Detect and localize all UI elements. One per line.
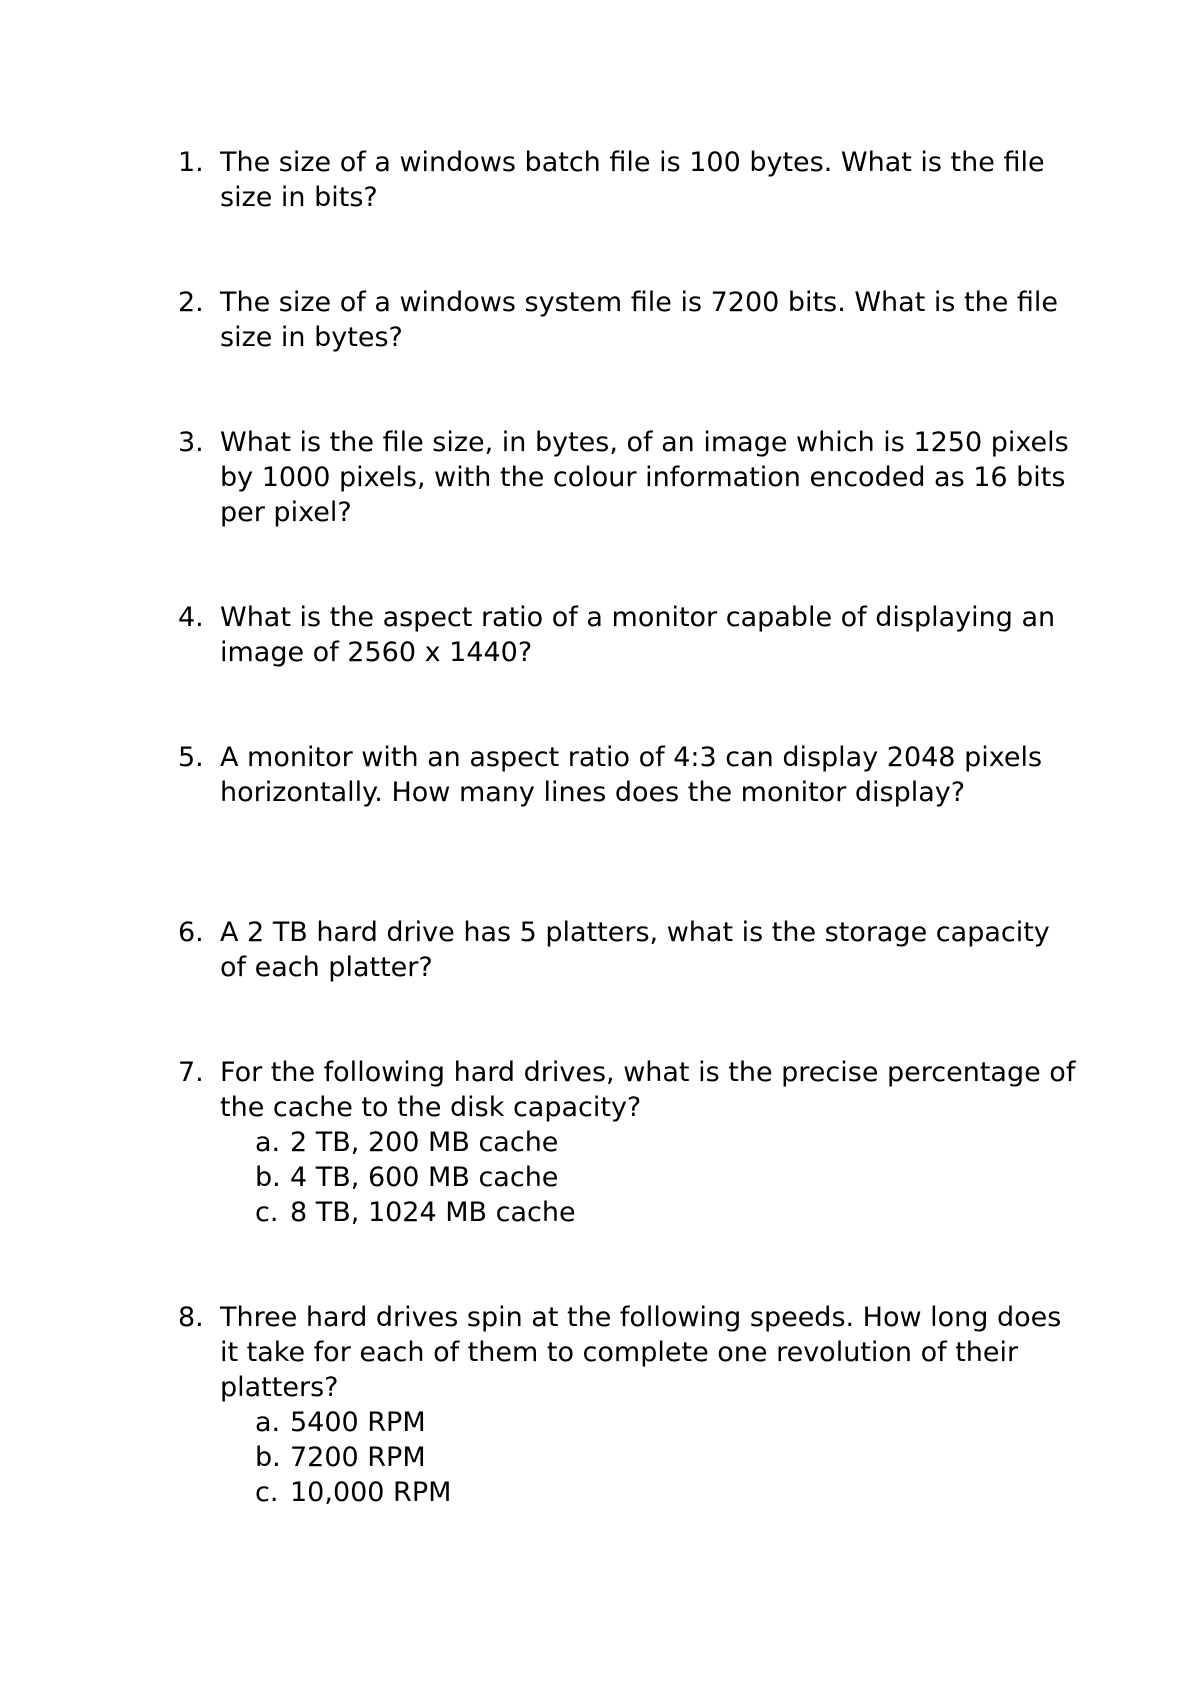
sub-item-text: 4 TB, 600 MB cache (290, 1162, 559, 1193)
sub-item-letter: a. (255, 1407, 281, 1438)
sub-item (178, 1160, 1078, 1195)
sub-item-letter: c. (255, 1197, 279, 1228)
sub-item-letter: c. (255, 1477, 279, 1508)
question-number: 7. (178, 1057, 204, 1088)
question-number: 6. (178, 917, 204, 948)
question-8 (178, 1300, 1078, 1510)
question-4 (178, 600, 1078, 670)
question-text: A monitor with an aspect ratio of 4:3 can display 2048 pixels horizontally. How many lines does the monitor display? (220, 742, 1043, 808)
question-text: For the following hard drives, what is the precise percentage of the cache to the disk capacity? (220, 1057, 1076, 1123)
question-text: The size of a windows batch file is 100 bytes. What is the file size in bits? (220, 147, 1045, 213)
question-number: 1. (178, 147, 204, 178)
sub-item-text: 10,000 RPM (290, 1477, 452, 1508)
question-text: What is the aspect ratio of a monitor capable of displaying an image of 2560 x 1440? (220, 602, 1056, 668)
sub-item (178, 1195, 1078, 1230)
sub-item (178, 1125, 1078, 1160)
sub-item-text: 2 TB, 200 MB cache (290, 1127, 559, 1158)
question-1 (178, 145, 1078, 215)
sub-item-text: 5400 RPM (290, 1407, 426, 1438)
question-7 (178, 1055, 1078, 1230)
question-2 (178, 285, 1078, 355)
question-number: 4. (178, 602, 204, 633)
question-number: 3. (178, 427, 204, 458)
sub-item-text: 7200 RPM (290, 1442, 426, 1473)
question-3 (178, 425, 1078, 530)
question-5 (178, 740, 1078, 810)
question-text: The size of a windows system file is 7200 bits. What is the file size in bytes? (220, 287, 1059, 353)
sub-item-letter: b. (255, 1442, 281, 1473)
question-number: 8. (178, 1302, 204, 1333)
question-text: What is the file size, in bytes, of an image which is 1250 pixels by 1000 pixels, with the colour information encoded as 16 bits per pixel? (220, 427, 1069, 528)
sub-item-letter: b. (255, 1162, 281, 1193)
sub-item-letter: a. (255, 1127, 281, 1158)
sub-item (178, 1440, 1078, 1475)
question-text: Three hard drives spin at the following speeds. How long does it take for each of them to complete one revolution of their platters? (220, 1302, 1062, 1403)
sub-item-text: 8 TB, 1024 MB cache (290, 1197, 576, 1228)
question-text: A 2 TB hard drive has 5 platters, what is the storage capacity of each platter? (220, 917, 1050, 983)
question-6 (178, 915, 1078, 985)
sub-item (178, 1475, 1078, 1510)
question-number: 2. (178, 287, 204, 318)
question-number: 5. (178, 742, 204, 773)
sub-item (178, 1405, 1078, 1440)
